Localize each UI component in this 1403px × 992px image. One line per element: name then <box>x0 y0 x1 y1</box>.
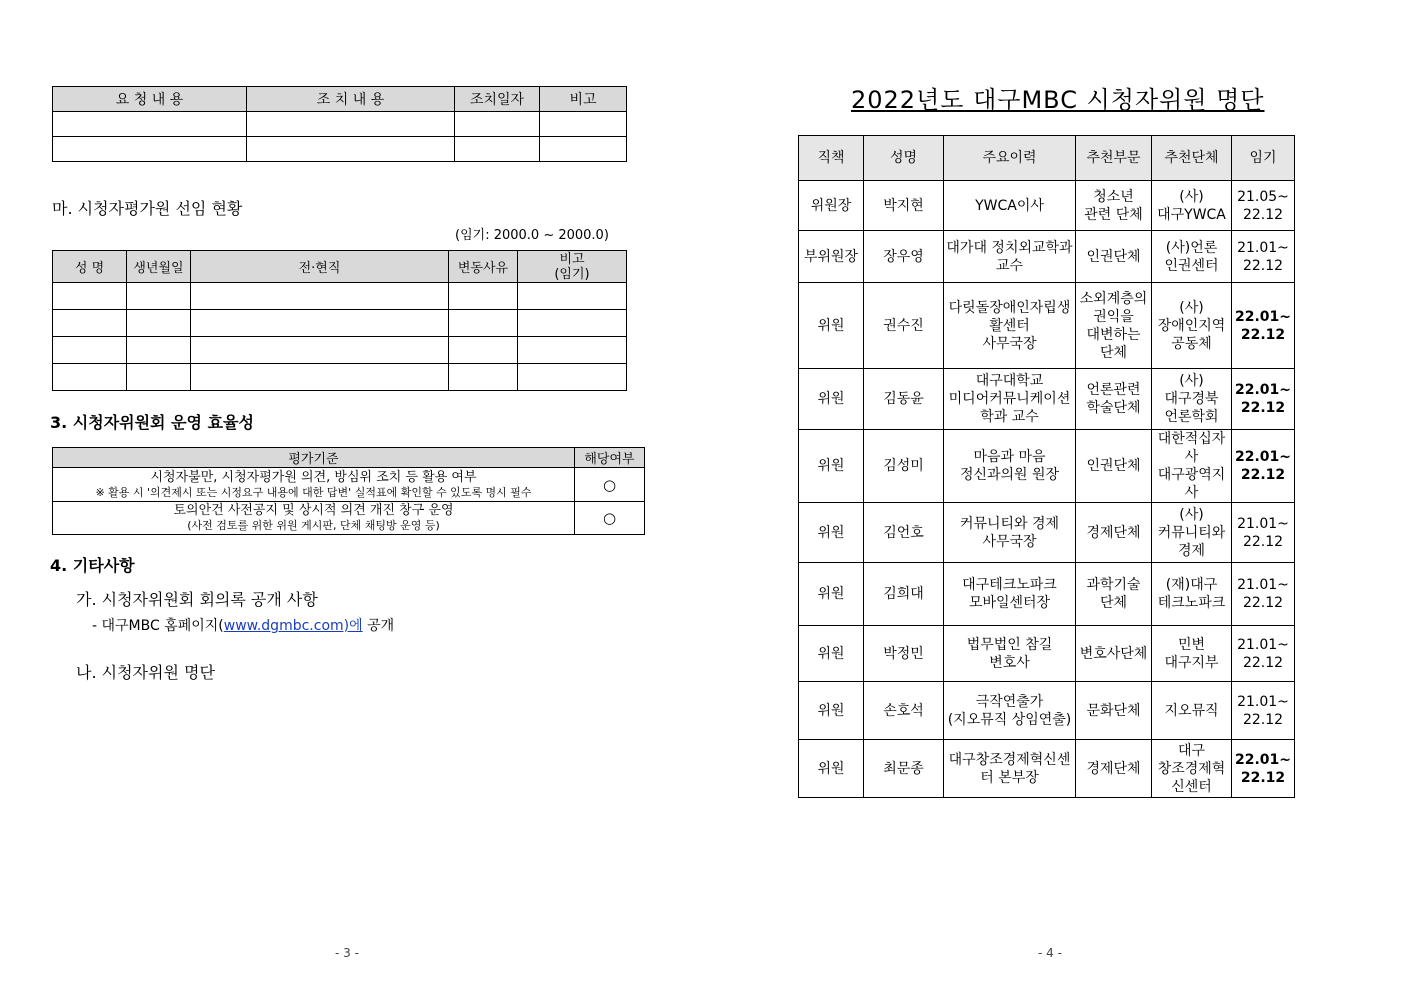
member-org: 지오뮤직 <box>1152 682 1232 740</box>
member-term: 21.01~ 22.12 <box>1232 563 1295 626</box>
member-role: 위원 <box>799 740 864 798</box>
header-career: 주요이력 <box>944 136 1076 181</box>
page-number-right: - 4 - <box>1038 946 1062 960</box>
member-career: YWCA이사 <box>944 181 1076 231</box>
member-name: 손호석 <box>864 682 944 740</box>
member-career: 다릿돌장애인자립생 활센터 사무국장 <box>944 283 1076 369</box>
member-category: 경제단체 <box>1076 740 1152 798</box>
member-category: 인권단체 <box>1076 231 1152 283</box>
criteria-1-mark: ○ <box>575 468 645 502</box>
section4-heading: 4. 기타사항 <box>50 556 135 575</box>
member-role: 위원 <box>799 626 864 682</box>
member-name: 박정민 <box>864 626 944 682</box>
header-org: 추천단체 <box>1152 136 1232 181</box>
member-name: 최문종 <box>864 740 944 798</box>
criteria-2-mark: ○ <box>575 502 645 535</box>
page-title: 2022년도 대구MBC 시청자위원 명단 <box>851 86 1265 114</box>
member-org: (사) 커뮤니티와 경제 <box>1152 503 1232 563</box>
table-row <box>53 468 645 502</box>
criteria-1-main: 시청자불만, 시청자평가원 의견, 방심위 조치 등 활용 여부 <box>150 469 477 485</box>
member-row <box>799 369 1295 430</box>
table-row <box>53 502 645 535</box>
member-name: 김희대 <box>864 563 944 626</box>
member-category: 과학기술 단체 <box>1076 563 1152 626</box>
page-number-left: - 3 - <box>335 946 359 960</box>
header-role: 직책 <box>799 136 864 181</box>
header-name: 성 명 <box>53 251 127 283</box>
member-category: 소외계층의 권익을 대변하는 단체 <box>1076 283 1152 369</box>
member-row <box>799 626 1295 682</box>
member-career: 법무법인 참길 변호사 <box>944 626 1076 682</box>
member-role: 위원 <box>799 283 864 369</box>
header-action-date: 조치일자 <box>455 87 540 112</box>
member-category: 청소년 관련 단체 <box>1076 181 1152 231</box>
member-category: 문화단체 <box>1076 682 1152 740</box>
member-role: 위원장 <box>799 181 864 231</box>
table-row <box>53 137 627 162</box>
member-term: 22.01~ 22.12 <box>1232 740 1295 798</box>
member-term: 21.01~ 22.12 <box>1232 231 1295 283</box>
evaluator-period: (임기: 2000.0 ~ 2000.0) <box>455 228 609 243</box>
table-row <box>53 283 627 310</box>
header-term: 임기 <box>1232 136 1295 181</box>
member-category: 변호사단체 <box>1076 626 1152 682</box>
member-org: (사) 대구YWCA <box>1152 181 1232 231</box>
member-name: 권수진 <box>864 283 944 369</box>
member-row <box>799 503 1295 563</box>
member-term: 21.01~ 22.12 <box>1232 626 1295 682</box>
header-note: 비고 <box>540 87 627 112</box>
efficiency-eval-table <box>52 447 645 535</box>
member-term: 21.05~ 22.12 <box>1232 181 1295 231</box>
member-category: 경제단체 <box>1076 503 1152 563</box>
criteria-1-note: ※ 활용 시 '의견제시 또는 시정요구 내용에 대한 답변' 실적표에 확인할 수 있도록 명시 필수 <box>95 485 532 499</box>
member-role: 부위원장 <box>799 231 864 283</box>
member-row <box>799 682 1295 740</box>
member-career: 커뮤니티와 경제 사무국장 <box>944 503 1076 563</box>
member-org: (사)언론 인권센터 <box>1152 231 1232 283</box>
item-ga: 가. 시청자위원회 회의록 공개 사항 <box>76 590 318 609</box>
member-name: 박지현 <box>864 181 944 231</box>
header-change-reason: 변동사유 <box>449 251 518 283</box>
member-category: 인권단체 <box>1076 430 1152 503</box>
homepage-link[interactable]: www.dgmbc.com)에 <box>223 618 363 634</box>
member-row <box>799 740 1295 798</box>
member-term: 21.01~ 22.12 <box>1232 503 1295 563</box>
criteria-2-note: (사전 검토를 위한 위원 게시판, 단체 채팅방 운영 등) <box>187 519 440 532</box>
member-category: 언론관련 학술단체 <box>1076 369 1152 430</box>
member-career: 대가대 정치외교학과 교수 <box>944 231 1076 283</box>
member-name: 김언호 <box>864 503 944 563</box>
member-term: 22.01~ 22.12 <box>1232 430 1295 503</box>
table-row <box>53 310 627 337</box>
member-table <box>798 135 1295 798</box>
criteria-2-main: 토의안건 사전공지 및 상시적 의견 개진 창구 운영 <box>173 503 454 518</box>
member-term: 22.01~ 22.12 <box>1232 369 1295 430</box>
header-member-name: 성명 <box>864 136 944 181</box>
request-action-table <box>52 86 627 162</box>
member-org: 대구 창조경제혁 신센터 <box>1152 740 1232 798</box>
header-birthdate: 생년월일 <box>127 251 191 283</box>
item-ga-bullet: - 대구MBC 홈페이지(www.dgmbc.com)에 공개 <box>92 618 395 634</box>
header-remarks: 비고 (임기) <box>518 251 627 283</box>
member-org: 민변 대구지부 <box>1152 626 1232 682</box>
member-career: 대구창조경제혁신센 터 본부장 <box>944 740 1076 798</box>
table-row <box>53 337 627 364</box>
member-org: 대한적십자 사 대구광역지 사 <box>1152 430 1232 503</box>
member-role: 위원 <box>799 682 864 740</box>
evaluator-heading: 마. 시청자평가원 선임 현황 <box>52 199 243 218</box>
table-row <box>53 364 627 391</box>
member-role: 위원 <box>799 563 864 626</box>
evaluator-table <box>52 250 627 391</box>
header-request: 요 청 내 용 <box>53 87 247 112</box>
member-row <box>799 181 1295 231</box>
member-career: 극작연출가 (지오뮤직 상임연출) <box>944 682 1076 740</box>
member-row <box>799 430 1295 503</box>
header-applicable: 해당여부 <box>575 448 645 468</box>
header-action: 조 치 내 용 <box>247 87 455 112</box>
member-name: 장우영 <box>864 231 944 283</box>
member-row <box>799 563 1295 626</box>
table-row <box>53 112 627 137</box>
header-category: 추천부문 <box>1076 136 1152 181</box>
section3-heading: 3. 시청자위원회 운영 효율성 <box>50 413 254 432</box>
header-criteria: 평가기준 <box>53 448 575 468</box>
member-term: 21.01~ 22.12 <box>1232 682 1295 740</box>
member-career: 마음과 마음 정신과의원 원장 <box>944 430 1076 503</box>
member-career: 대구테크노파크 모바일센터장 <box>944 563 1076 626</box>
member-role: 위원 <box>799 369 864 430</box>
member-org: (재)대구 테크노파크 <box>1152 563 1232 626</box>
header-position: 전·현직 <box>191 251 449 283</box>
item-na: 나. 시청자위원 명단 <box>76 663 215 682</box>
member-name: 김성미 <box>864 430 944 503</box>
member-career: 대구대학교 미디어커뮤니케이션 학과 교수 <box>944 369 1076 430</box>
member-row <box>799 231 1295 283</box>
member-role: 위원 <box>799 503 864 563</box>
member-row <box>799 283 1295 369</box>
member-org: (사) 장애인지역 공동체 <box>1152 283 1232 369</box>
member-org: (사) 대구경북 언론학회 <box>1152 369 1232 430</box>
member-name: 김동윤 <box>864 369 944 430</box>
member-term: 22.01~ 22.12 <box>1232 283 1295 369</box>
member-role: 위원 <box>799 430 864 503</box>
